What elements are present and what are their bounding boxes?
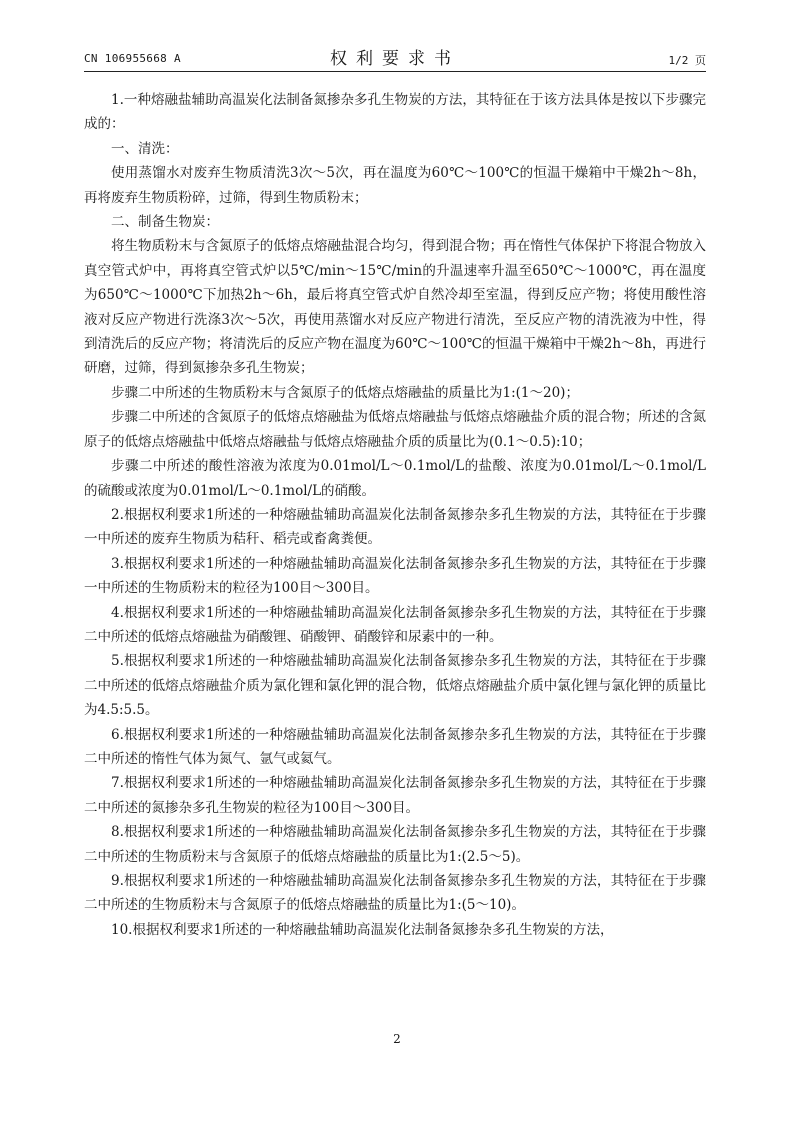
claim-5: 5.根据权利要求1所述的一种熔融盐辅助高温炭化法制备氮掺杂多孔生物炭的方法，其特征在于步骤二中所述的低熔点熔融盐介质为氯化锂和氯化钾的混合物，低熔点熔融盐介质中氯化锂与氯化钾的质量比为4.5:5.5。 bbox=[84, 653, 706, 719]
claims-body bbox=[84, 88, 706, 942]
claim-1-intro: 1.一种熔融盐辅助高温炭化法制备氮掺杂多孔生物炭的方法，其特征在于该方法具体是按以下步骤完成的： bbox=[84, 92, 706, 133]
page-indicator: 1/2 页 bbox=[668, 54, 706, 67]
page-number: 2 bbox=[393, 1032, 401, 1046]
claim-10: 10.根据权利要求1所述的一种熔融盐辅助高温炭化法制备氮掺杂多孔生物炭的方法， bbox=[111, 921, 614, 938]
claim-6: 6.根据权利要求1所述的一种熔融盐辅助高温炭化法制备氮掺杂多孔生物炭的方法，其特征在于步骤二中所述的惰性气体为氮气、氩气或氦气。 bbox=[84, 726, 706, 767]
header-divider bbox=[84, 71, 706, 72]
step-2-molten-salt: 步骤二中所述的含氮原子的低熔点熔融盐为低熔点熔融盐与低熔点熔融盐介质的混合物；所述的含氮原子的低熔点熔融盐中低熔点熔融盐与低熔点熔融盐介质的质量比为(0.1～0.5):10； bbox=[84, 409, 706, 450]
claim-3: 3.根据权利要求1所述的一种熔融盐辅助高温炭化法制备氮掺杂多孔生物炭的方法，其特征在于步骤一中所述的生物质粉末的粒径为100目～300目。 bbox=[84, 555, 706, 597]
step-1-text: 使用蒸馏水对废弃生物质清洗3次～5次，再在温度为60℃～100℃的恒温干燥箱中干燥2h～8h，再将废弃生物质粉碎，过筛，得到生物质粉末； bbox=[84, 165, 706, 206]
document-title: 权利要求书 bbox=[330, 49, 460, 69]
claim-4: 4.根据权利要求1所述的一种熔融盐辅助高温炭化法制备氮掺杂多孔生物炭的方法，其特征在于步骤二中所述的低熔点熔融盐为硝酸锂、硝酸钾、硝酸锌和尿素中的一种。 bbox=[84, 604, 706, 645]
step-2-mass-ratio: 步骤二中所述的生物质粉末与含氮原子的低熔点熔融盐的质量比为1:(1～20)； bbox=[111, 384, 579, 401]
patent-number: CN 106955668 A bbox=[84, 52, 181, 65]
step-1-heading: 一、清洗： bbox=[111, 140, 179, 157]
claim-9: 9.根据权利要求1所述的一种熔融盐辅助高温炭化法制备氮掺杂多孔生物炭的方法，其特征在于步骤二中所述的生物质粉末与含氮原子的低熔点熔融盐的质量比为1:(5～10)。 bbox=[84, 873, 706, 914]
page-header bbox=[84, 44, 706, 68]
claim-8: 8.根据权利要求1所述的一种熔融盐辅助高温炭化法制备氮掺杂多孔生物炭的方法，其特征在于步骤二中所述的生物质粉末与含氮原子的低熔点熔融盐的质量比为1:(2.5～5)。 bbox=[84, 824, 706, 865]
claim-2: 2.根据权利要求1所述的一种熔融盐辅助高温炭化法制备氮掺杂多孔生物炭的方法，其特征在于步骤一中所述的废弃生物质为秸秆、稻壳或畜禽粪便。 bbox=[84, 506, 706, 548]
step-2-heading: 二、制备生物炭： bbox=[111, 214, 219, 231]
step-2-text: 将生物质粉末与含氮原子的低熔点熔融盐混合均匀，得到混合物；再在惰性气体保护下将混合物放入真空管式炉中，再将真空管式炉以5℃/min～15℃/min的升温速率升温至650℃～1000℃，再在温度为650℃～1000℃下加热2h～6h，最后将真空管式炉自然冷却至室温，得到反应产物；将使用酸性溶液对反应产物进行洗涤3次～5次，再使用蒸馏水对反应产物进行清洗，至反应产物的清洗液为中性，得到清洗后的反应产物；将清洗后的反应产物在温度为60℃～100℃的恒温干燥箱中干燥2h～8h，再进行研磨，过筛，得到氮掺杂多孔生物炭； bbox=[84, 238, 706, 377]
step-2-acid-solution: 步骤二中所述的酸性溶液为浓度为0.01mol/L～0.1mol/L的盐酸、浓度为0.01mol/L～0.1mol/L的硫酸或浓度为0.01mol/L～0.1mol/L的硝酸。 bbox=[84, 458, 706, 499]
claim-7: 7.根据权利要求1所述的一种熔融盐辅助高温炭化法制备氮掺杂多孔生物炭的方法，其特征在于步骤二中所述的氮掺杂多孔生物炭的粒径为100目～300目。 bbox=[84, 775, 706, 816]
